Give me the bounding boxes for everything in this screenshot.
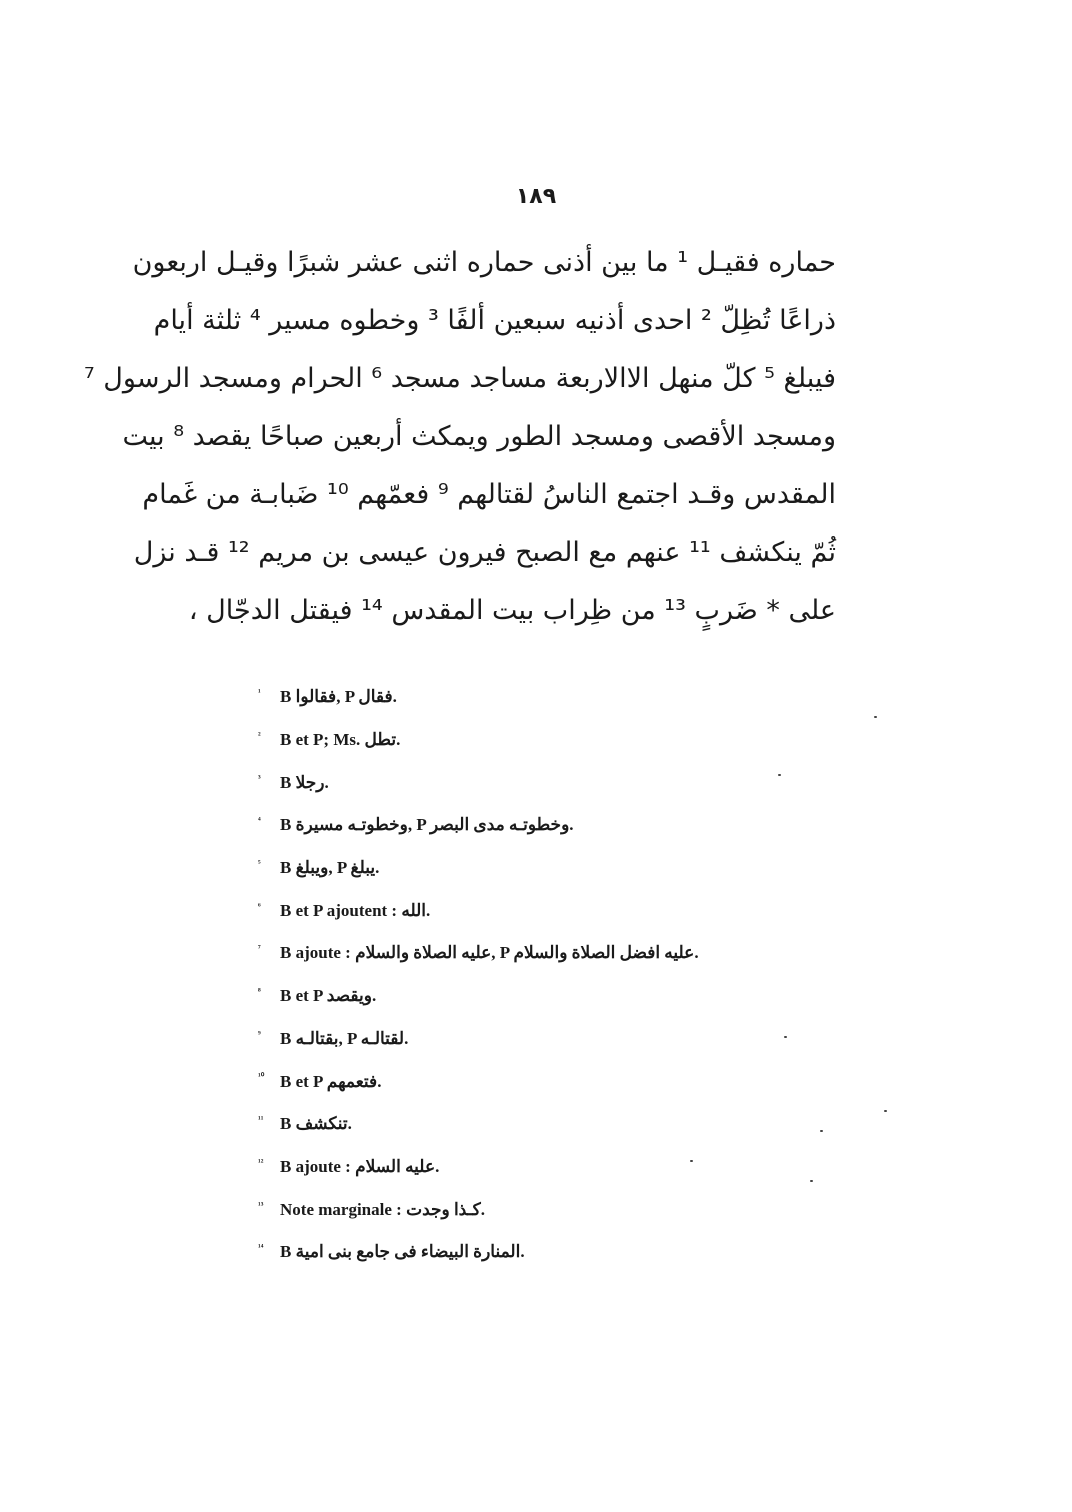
footnote xyxy=(258,761,878,804)
footnote-text: B وخطوتـه مسيرة, P وخطوتـه مدى البصر. xyxy=(280,815,574,835)
footnote xyxy=(258,1188,878,1231)
footnote-text: B بقتالـه, P لقتالـه. xyxy=(280,1028,409,1048)
footnote-text: B et P ويقصد. xyxy=(280,986,377,1006)
footnote xyxy=(258,975,878,1018)
body-line: حماره فقيـل ¹ ما بين أذنى حماره اثنى عشر شبرًا وقيـل اربعون xyxy=(132,247,836,278)
footnote-number: ¹³ xyxy=(258,1199,264,1210)
footnote-text: B et P; Ms. تطل. xyxy=(280,730,401,750)
footnote-number: ¹⁰ xyxy=(258,1071,265,1082)
footnote xyxy=(258,719,878,762)
scan-speck xyxy=(778,774,781,776)
footnote-text: B رجلا. xyxy=(280,772,329,792)
body-line: ومسجد الأقصى ومسجد الطور ويمكث أربعين صباحًا يقصد ⁸ بيت xyxy=(122,421,836,452)
scan-speck xyxy=(784,1036,787,1038)
footnote-text: B ajoute : عليه الصلاة والسلام, P عليه افضل الصلاة والسلام. xyxy=(280,943,699,963)
page-number: ١٨٩ xyxy=(515,184,557,209)
body-line: فيبلغ ⁵ كلّ منهل الاالاربعة مساجد مسجد ⁶ الحرام ومسجد الرسول ⁷ xyxy=(83,363,836,394)
footnote-number: ¹⁴ xyxy=(258,1242,264,1253)
footnote xyxy=(258,1231,878,1274)
footnote-number: ¹ xyxy=(258,687,261,698)
footnote-text: B ajoute : عليه السلام. xyxy=(280,1156,440,1176)
footnote-text: B المنارة البيضاء فى جامع بنى امية. xyxy=(280,1242,525,1262)
body-text xyxy=(83,234,836,640)
footnote-number: ⁹ xyxy=(258,1028,261,1039)
footnote-text: B ويبلغ, P يبلغ. xyxy=(280,858,380,878)
footnotes xyxy=(258,676,878,1274)
scan-speck xyxy=(820,1130,823,1132)
body-line: ذراعًا تُظِلّ ² احدى أذنيه سبعين ألفًا ³ وخطوه مسير ⁴ ثلثة أيام xyxy=(153,305,836,336)
footnote xyxy=(258,1146,878,1189)
footnote xyxy=(258,1018,878,1061)
scan-speck xyxy=(884,1110,887,1112)
footnote xyxy=(258,1103,878,1146)
footnote xyxy=(258,1060,878,1103)
body-line: على * ضَربٍ ¹³ من ظِراب بيت المقدس ¹⁴ فيقتل الدجّال ، xyxy=(188,595,836,626)
footnote xyxy=(258,932,878,975)
scan-speck xyxy=(690,1160,693,1162)
footnote xyxy=(258,889,878,932)
footnote-number: ⁷ xyxy=(258,943,261,954)
footnote-number: ⁸ xyxy=(258,986,261,997)
body-line: ثُمّ ينكشف ¹¹ عنهم مع الصبح فيرون عيسى بن مريم ¹² قـد نزل xyxy=(133,537,836,568)
footnote-text: B et P فتعمهم. xyxy=(280,1071,382,1091)
footnote-text: Note marginale : كـذا وجدت. xyxy=(280,1199,485,1219)
footnote xyxy=(258,676,878,719)
footnote-number: ³ xyxy=(258,772,261,783)
footnote-number: ⁶ xyxy=(258,900,261,911)
footnote-number: ⁴ xyxy=(258,815,261,826)
scan-speck xyxy=(874,716,877,718)
footnote-number: ¹¹ xyxy=(258,1114,264,1125)
footnote-number: ² xyxy=(258,730,261,741)
footnote xyxy=(258,804,878,847)
footnote-text: B et P ajoutent : الله. xyxy=(280,900,431,920)
footnote-number: ⁵ xyxy=(258,858,261,869)
footnote-text: B تنكشف. xyxy=(280,1114,352,1134)
footnote-number: ¹² xyxy=(258,1156,264,1167)
body-line: المقدس وقـد اجتمع الناسُ لقتالهم ⁹ فعمّهم ¹⁰ ضَبابـة من غَمام xyxy=(142,479,836,510)
footnote-text: B فقالوا, P فقال. xyxy=(280,687,397,707)
scan-speck xyxy=(810,1180,813,1182)
footnote xyxy=(258,847,878,890)
